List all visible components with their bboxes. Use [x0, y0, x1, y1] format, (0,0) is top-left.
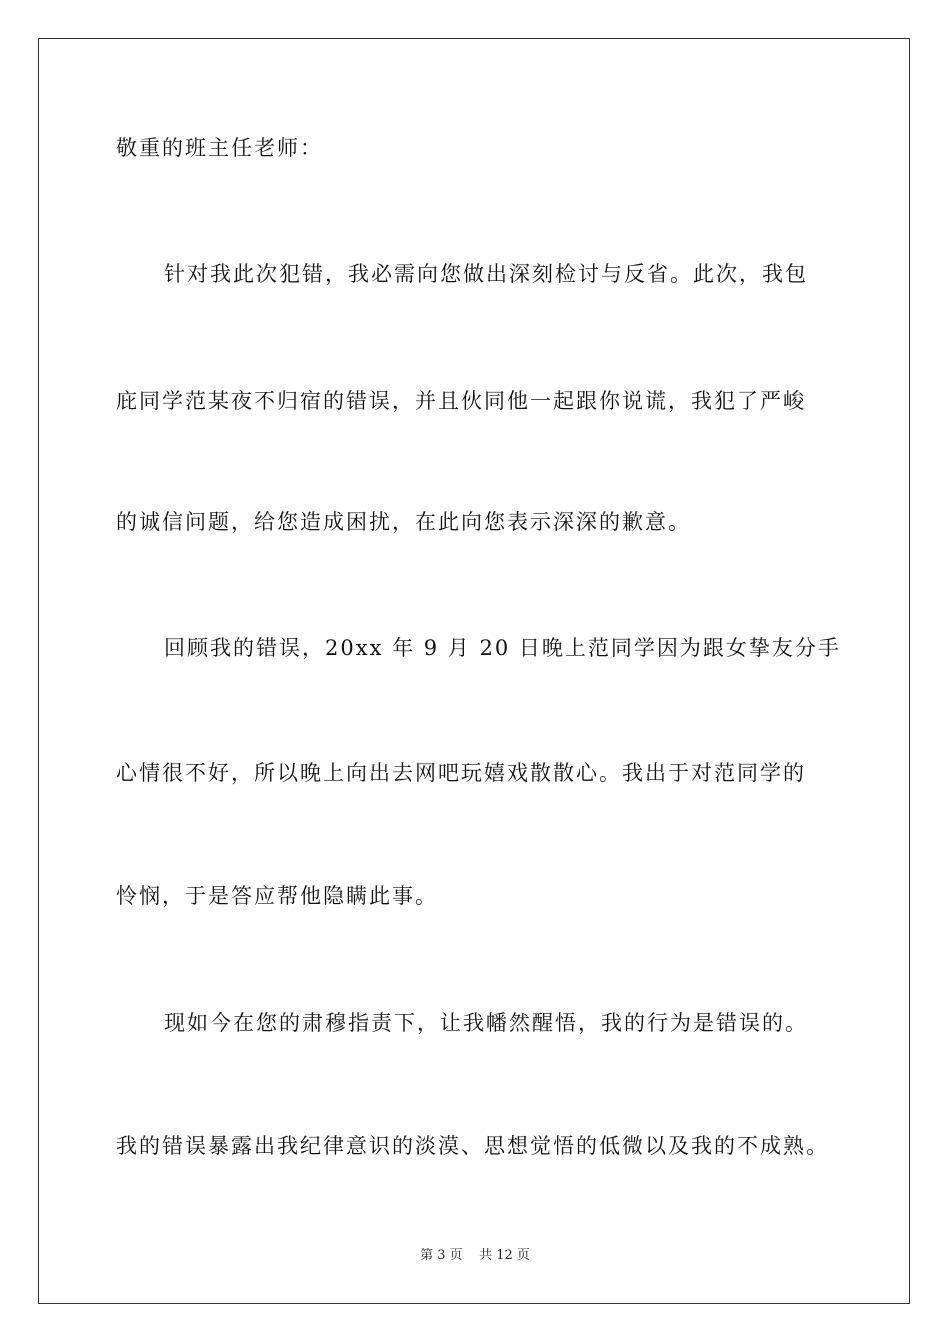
paragraph-line-5: 心情很不好，所以晚上向出去网吧玩嬉戏散散心。我出于对范同学的 [116, 761, 806, 785]
paragraph-line-7: 现如今在您的肃穆指责下，让我幡然醒悟，我的行为是错误的。 [164, 1011, 808, 1035]
paragraph-line-6: 怜悯，于是答应帮他隐瞒此事。 [116, 884, 438, 908]
page-frame [38, 38, 910, 1304]
paragraph-line-2: 庇同学范某夜不归宿的错误，并且伙同他一起跟你说谎，我犯了严峻 [116, 389, 806, 413]
paragraph-line-8: 我的错误暴露出我纪律意识的淡漠、思想觉悟的低微以及我的不成熟。 [116, 1134, 829, 1158]
paragraph-line-4: 回顾我的错误，20xx 年 9 月 20 日晚上范同学因为跟女挚友分手 [164, 636, 841, 660]
page-number-footer: 第 3 页 共 12 页 [420, 1248, 530, 1263]
paragraph-line-3: 的诚信问题，给您造成困扰，在此向您表示深深的歉意。 [116, 510, 691, 534]
paragraph-line-1: 针对我此次犯错，我必需向您做出深刻检讨与反省。此次，我包 [164, 262, 808, 286]
salutation: 敬重的班主任老师： [116, 136, 323, 160]
